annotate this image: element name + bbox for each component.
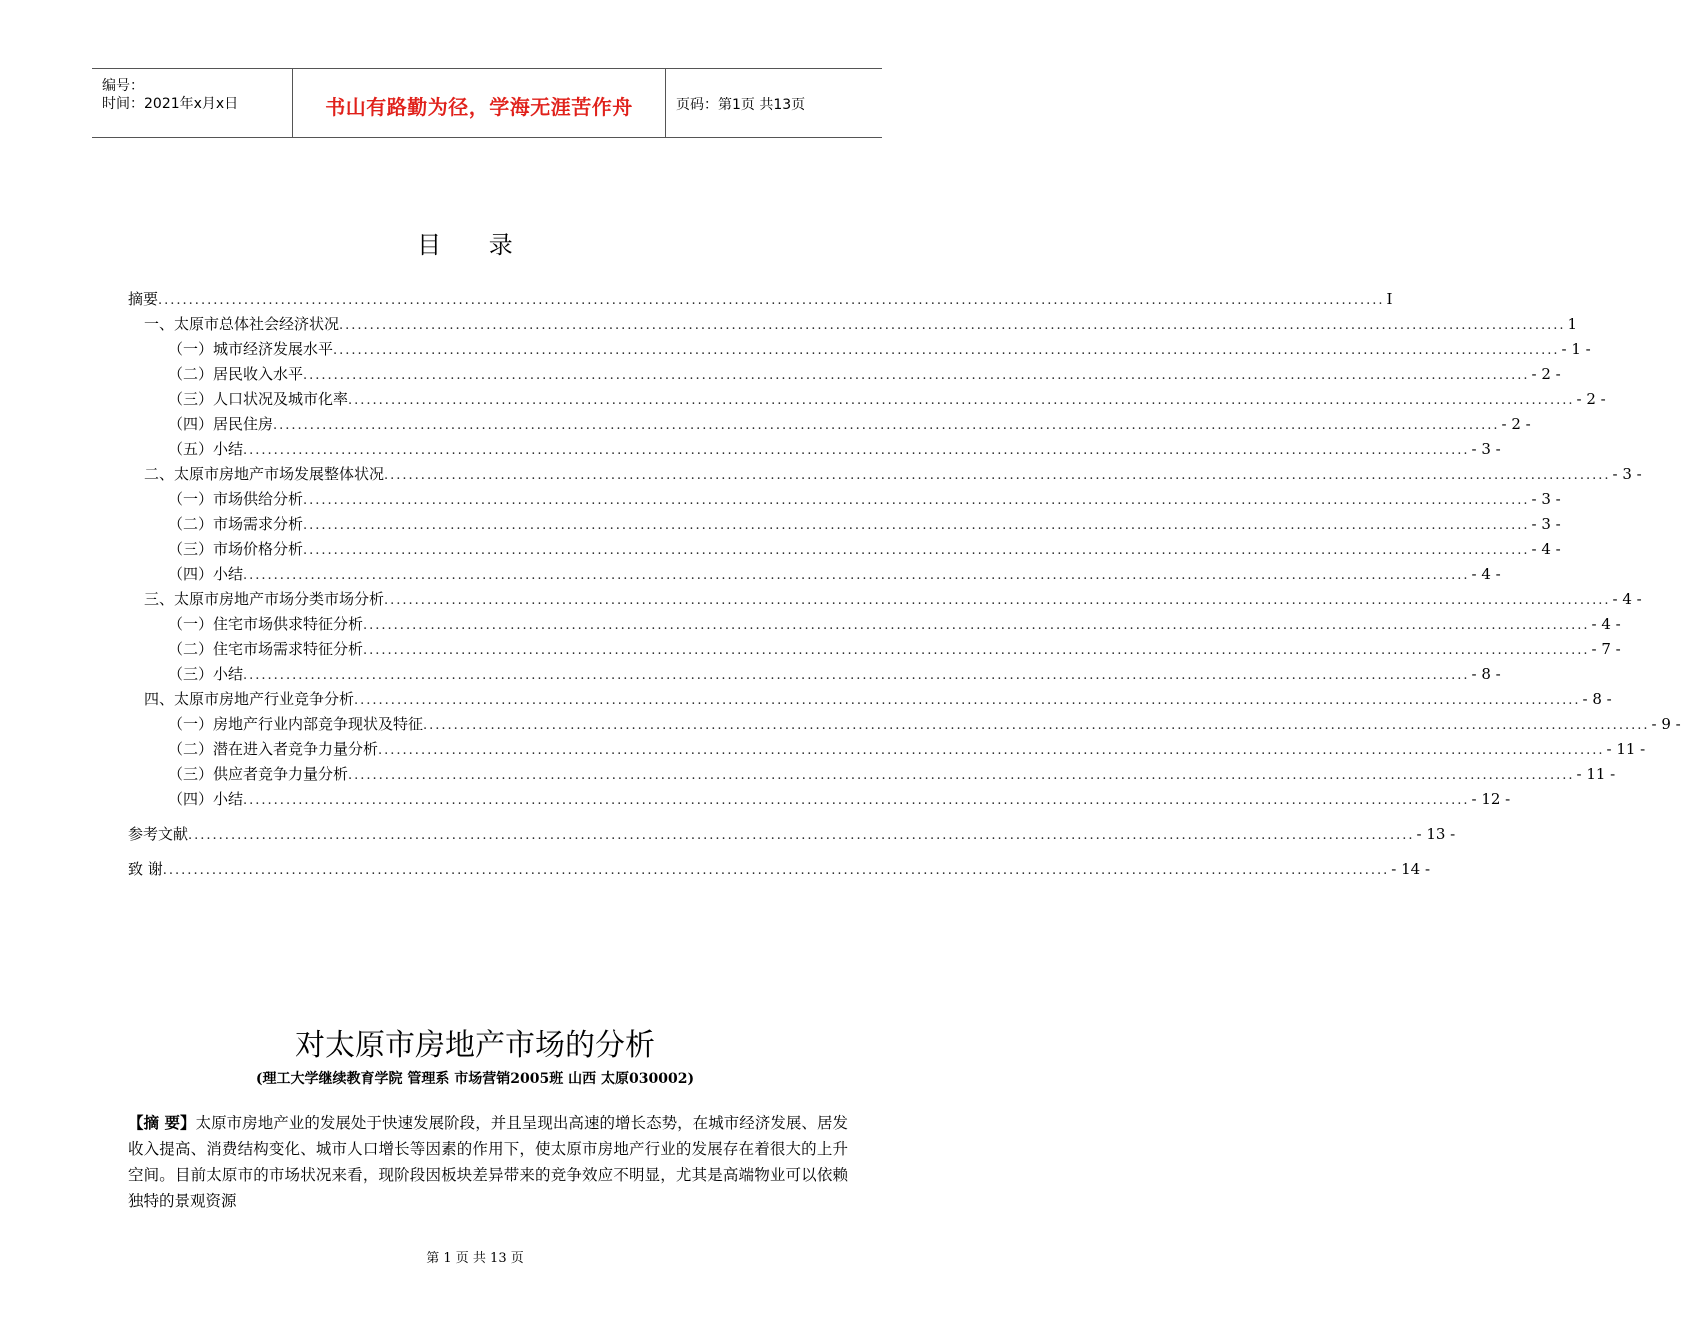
toc-leader-dots: ........................................................................................................................................................................................................ xyxy=(333,343,1560,358)
toc-entry[interactable] xyxy=(128,288,1393,310)
toc-entry-page: 1 xyxy=(1567,315,1578,333)
toc-leader-dots: ........................................................................................................................................................................................................ xyxy=(348,768,1575,783)
toc-entry-page: - 4 - xyxy=(1612,590,1642,608)
toc-entry[interactable] xyxy=(144,313,1578,335)
toc-entry-label: （一）城市经济发展水平 xyxy=(168,340,334,358)
toc-leader-dots: ........................................................................................................................................................................................................ xyxy=(273,418,1500,433)
toc-entry-label: 二、太原市房地产市场发展整体状况 xyxy=(144,465,385,483)
toc-entry[interactable] xyxy=(168,338,1591,360)
toc-leader-dots: ........................................................................................................................................................................................................ xyxy=(363,618,1590,633)
toc-entry-page: - 3 - xyxy=(1612,465,1642,483)
toc-entry-page: - 4 - xyxy=(1471,565,1501,583)
toc-entry-page: - 3 - xyxy=(1531,515,1561,533)
toc-entry-label: （五）小结 xyxy=(168,440,244,458)
toc-entry-label: （四）小结 xyxy=(168,790,244,808)
toc-leader-dots: ........................................................................................................................................................................................................ xyxy=(243,443,1470,458)
toc-entry-page: - 1 - xyxy=(1561,340,1591,358)
toc-entry-page: - 4 - xyxy=(1591,615,1621,633)
toc-entry-page: - 7 - xyxy=(1591,640,1621,658)
toc-leader-dots: ........................................................................................................................................................................................................ xyxy=(363,643,1590,658)
toc-entry-page: I xyxy=(1386,290,1393,308)
toc-leader-dots: ........................................................................................................................................................................................................ xyxy=(423,718,1650,733)
toc-leader-dots: ........................................................................................................................................................................................................ xyxy=(303,493,1530,508)
toc-entry-label: （二）住宅市场需求特征分析 xyxy=(168,640,364,658)
toc-entry[interactable] xyxy=(168,488,1561,510)
toc-entry-label: 四、太原市房地产行业竞争分析 xyxy=(144,690,355,708)
toc-entry-label: 致 谢 xyxy=(128,860,163,878)
toc-entry[interactable] xyxy=(168,538,1561,560)
toc-entry[interactable] xyxy=(168,438,1501,460)
toc-entry-page: - 14 - xyxy=(1391,860,1431,878)
abstract-label: 【摘 要】 xyxy=(128,1113,196,1132)
toc-entry-label: （一）市场供给分析 xyxy=(168,490,304,508)
header-page-info: 页码：第1页 共13页 xyxy=(676,97,806,113)
toc-leader-dots: ........................................................................................................................................................................................................ xyxy=(162,863,1390,878)
toc-entry[interactable] xyxy=(168,413,1531,435)
toc-entry-page: - 8 - xyxy=(1582,690,1612,708)
toc-entry-page: - 11 - xyxy=(1576,765,1616,783)
toc-entry-page: - 3 - xyxy=(1471,440,1501,458)
toc-leader-dots: ........................................................................................................................................................................................................ xyxy=(303,518,1530,533)
toc-leader-dots: ........................................................................................................................................................................................................ xyxy=(348,393,1575,408)
toc-entry[interactable] xyxy=(128,858,1431,880)
page-footer: 第 1 页 共 13 页 xyxy=(426,1251,524,1266)
toc-entry-label: （三）供应者竞争力量分析 xyxy=(168,765,349,783)
toc-entry[interactable] xyxy=(144,688,1612,710)
toc-entry-label: （二）市场需求分析 xyxy=(168,515,304,533)
toc-entry-label: （一）住宅市场供求特征分析 xyxy=(168,615,364,633)
toc-entry[interactable] xyxy=(168,738,1646,760)
toc-entry[interactable] xyxy=(168,663,1501,685)
header-right-cell xyxy=(666,69,882,137)
page-header xyxy=(92,68,882,138)
toc-entry-label: 摘要 xyxy=(128,290,159,308)
toc-entry-label: （四）居民住房 xyxy=(168,415,274,433)
abstract-paragraph xyxy=(128,1110,848,1214)
toc-entry[interactable] xyxy=(168,638,1621,660)
serial-number-label: 编号： xyxy=(102,78,144,94)
toc-entry[interactable] xyxy=(168,363,1561,385)
toc-entry[interactable] xyxy=(144,463,1642,485)
time-label: 时间：2021年x月x日 xyxy=(102,96,239,112)
toc-entry[interactable] xyxy=(168,563,1501,585)
toc-entry-page: - 3 - xyxy=(1531,490,1561,508)
toc-leader-dots: ........................................................................................................................................................................................................ xyxy=(243,793,1470,808)
toc-entry-page: - 13 - xyxy=(1416,825,1456,843)
motto-text: 书山有路勤为径，学海无涯苦作舟 xyxy=(325,95,633,119)
toc-entry[interactable] xyxy=(168,613,1621,635)
toc-leader-dots: ........................................................................................................................................................................................................ xyxy=(378,743,1605,758)
toc-title: 目 录 xyxy=(417,231,533,259)
header-left-cell xyxy=(92,69,292,137)
toc-entry-label: （二）居民收入水平 xyxy=(168,365,304,383)
toc-entry-page: - 11 - xyxy=(1606,740,1646,758)
toc-leader-dots: ........................................................................................................................................................................................................ xyxy=(243,568,1470,583)
toc-leader-dots: ........................................................................................................................................................................................................ xyxy=(354,693,1581,708)
toc-entry-label: （四）小结 xyxy=(168,565,244,583)
toc-entry-label: 参考文献 xyxy=(128,825,189,843)
article-affiliation: (理工大学继续教育学院 管理系 市场营销2005班 山西 太原030002) xyxy=(255,1071,695,1087)
toc-leader-dots: ........................................................................................................................................................................................................ xyxy=(243,668,1470,683)
toc-leader-dots: ........................................................................................................................................................................................................ xyxy=(303,368,1530,383)
toc-entry-label: 一、太原市总体社会经济状况 xyxy=(144,315,340,333)
toc-entry-label: （一）房地产行业内部竞争现状及特征 xyxy=(168,715,424,733)
toc-entry[interactable] xyxy=(168,513,1561,535)
toc-entry-page: - 2 - xyxy=(1531,365,1561,383)
toc-leader-dots: ........................................................................................................................................................................................................ xyxy=(303,543,1530,558)
toc-entry[interactable] xyxy=(144,588,1642,610)
header-motto-cell xyxy=(292,69,666,137)
toc-entry-label: （三）市场价格分析 xyxy=(168,540,304,558)
toc-entry-label: （三）人口状况及城市化率 xyxy=(168,390,349,408)
toc-entry-page: - 4 - xyxy=(1531,540,1561,558)
toc-entry-label: （三）小结 xyxy=(168,665,244,683)
toc-leader-dots: ........................................................................................................................................................................................................ xyxy=(384,468,1611,483)
toc-entry-label: 三、太原市房地产市场分类市场分析 xyxy=(144,590,385,608)
toc-leader-dots: ........................................................................................................................................................................................................ xyxy=(188,828,1415,843)
toc-entry[interactable] xyxy=(168,388,1606,410)
toc-leader-dots: ........................................................................................................................................................................................................ xyxy=(384,593,1611,608)
toc-entry[interactable] xyxy=(168,763,1616,785)
toc-leader-dots: ........................................................................................................................................................................................................ xyxy=(158,293,1385,308)
toc-entry-page: - 8 - xyxy=(1471,665,1501,683)
toc-entry-page: - 12 - xyxy=(1471,790,1511,808)
toc-entry[interactable] xyxy=(168,788,1511,810)
toc-entry-label: （二）潜在进入者竞争力量分析 xyxy=(168,740,379,758)
toc-entry-page: - 9 - xyxy=(1651,715,1681,733)
toc-entry[interactable] xyxy=(168,713,1681,735)
abstract-text: 太原市房地产业的发展处于快速发展阶段，并且呈现出高速的增长态势，在城市经济发展、居发收入提高、消费结构变化、城市人口增长等因素的作用下，使太原市房地产行业的发展存在着很大的上升空间。目前太原市的市场状况来看，现阶段因板块差异带来的竞争效应不明显，尤其是高端物业可以依赖独特的景观资源 xyxy=(128,1114,848,1210)
toc-entry-page: - 2 - xyxy=(1501,415,1531,433)
toc-entry-page: - 2 - xyxy=(1576,390,1606,408)
toc-leader-dots: ........................................................................................................................................................................................................ xyxy=(339,318,1566,333)
article-title: 对太原市房地产市场的分析 xyxy=(295,1028,655,1063)
toc-entry[interactable] xyxy=(128,823,1456,845)
